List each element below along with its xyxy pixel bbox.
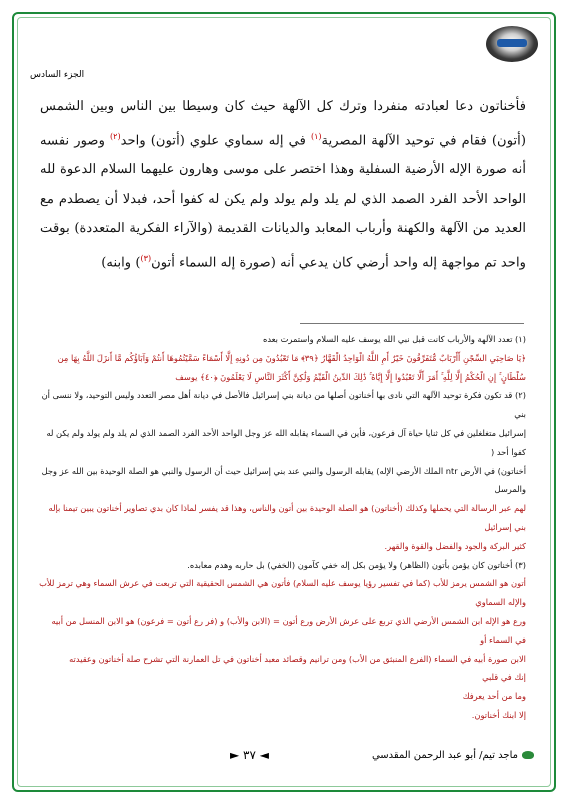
footnote-1: (١) تعدد الآلهة والأرباب كانت قبل نبي الله يوسف عليه السلام واستمرت بعده [262, 334, 526, 344]
part-label: الجزء السادس [30, 70, 85, 80]
footnote-ref-1[interactable]: (١) [310, 131, 322, 141]
main-text-b: في إله سماوي علوي (أتون) واحد [120, 132, 306, 148]
main-text-d: ) وابنه) [101, 255, 141, 271]
footnote-2-line: (٢) قد تكون فكرة توحيد الآلهة التي نادى بها أخناتون أصلها من ديانة بني إسرائيل فالأصل في ديانة أهل مصر التعدد وليس التوحيد، ولا ننسى أن بني [41, 390, 526, 420]
main-text-a: فأخناتون دعا لعبادته منفردا وترك كل الآلهة حيث كان وسيطا بين الناس وبين الشمس (أتون) فقام في توحيد الآلهة المصرية [40, 99, 526, 148]
footnote-ref-2[interactable]: (٢) [110, 131, 121, 141]
logo-emblem [486, 26, 538, 62]
footnote-2-line: إسرائيل متغلغلين في كل ثنايا حياة آل فرعون، فأين في السماء يقابله الله عز وجل الواحد الأحد الفرد الصمد الذي لم يلد ولم يولد ولم يكن له كفوا أحد ( [46, 427, 526, 457]
poem-line: إنك في قلبي [482, 672, 526, 683]
footnote-1-verse: ﴿يَا صَاحِبَيِ السِّجْنِ أَأَرْبَابٌ مُّتَفَرِّقُونَ خَيْرٌ أَمِ اللَّهُ الْوَاحِدُ الْقَهَّارُ ﴿٣٩﴾ مَا تَعْبُدُونَ مِن دُونِهِ إِلَّا أَسْمَاءً سَمَّيْتُمُوهَا أَنتُمْ وَآبَاؤُكُم مَّا أَنزَلَ اللَّهُ بِهَا مِن سُلْطَانٍ ۚ إِنِ الْحُكْمُ إِلَّا لِلَّهِ ۚ أَمَرَ أَلَّا تَعْبُدُوا إِلَّا إِيَّاهُ ۚ ذَٰلِكَ الدِّينُ الْقَيِّمُ وَلَٰكِنَّ أَكْثَرَ النَّاسِ لَا يَعْلَمُونَ ﴿٤٠﴾ يوسف [57, 352, 526, 382]
footnotes [38, 330, 526, 725]
footnote-separator [300, 323, 524, 324]
footnote-2-line: أخناتون) في الأرض ntr الملك الأرضي الإله) يقابله الرسول والنبي عند بني إسرائيل حيث أن الرسول والنبي هو الصلة الوحيدة بين الله عز وجل والمرسل [41, 465, 526, 495]
footnote-3-line: أتون هو الشمس يرمز للأب (كما في تفسير رؤيا يوسف عليه السلام) فأتون هي الشمس الحقيقية التي تربعت في عرش السماء وهي ترمز للأب والإله السماوي [39, 578, 526, 608]
page-number: ◄ ٣٧ ► [230, 748, 269, 762]
footnote-3-line: (٣) أخناتون كان يؤمن بأتون (الظاهر) ولا يؤمن بكل إله خفي كآمون (الخفي) بل حاربه وهدم معابده. [187, 559, 526, 570]
page-footer [0, 748, 566, 768]
logo-mark [497, 39, 527, 47]
footnote-ref-3[interactable]: (٣) [140, 253, 152, 263]
poem-line: إلا ابنك أخناتون. [471, 709, 526, 720]
main-paragraph [40, 92, 526, 278]
footnote-2-line: كثير البركة والجود والفضل والقوة والقهر. [384, 540, 526, 551]
author-name: ماجد تيم/ أبو عبد الرحمن المقدسي [371, 750, 518, 761]
main-text-c: وصور نفسه أنه صورة الإله الأرضية السفلية وهذا اختصر على موسى وهارون عليهما السلام الدعوة لله الواحد الأحد الفرد الصمد الذي لم يلد ولم يولد ولم يكن له كفوا أحد، فبدلا أن يصطدم مع العديد من الآلهة والكهنة وأرباب المعابد والديانات القديمة (والآراء الفكرية المتعددة) بوقت واحد تم مواجهة إله واحد أرضي كان يدعي أنه (صورة إله السماء أتون [40, 132, 526, 271]
author-credit [372, 750, 534, 761]
poem-line: وما من أحد يعرفك [462, 691, 526, 702]
footnote-3-line: ورع هو الإله ابن الشمس الأرضي الذي تربع على عرش الأرض ورع أتون = (الابن والأب) و (فر رع أتون = فرعون) هو الابن المنسل من أبيه في السماء أو [51, 615, 526, 645]
footnote-3-line: الابن صورة أبيه في السماء (الفرع المنبثق من الأب) ومن ترانيم وقصائد معبد أخناتون في تل العمارنة التي تشرح صلة أخناتون وعقيدته [69, 653, 526, 664]
footnote-2-line: لهم عبر الرسالة التي يحملها وكذلك (أخناتون) هو الصلة الوحيدة بين أتون والناس، وهذا قد يفسر لماذا كان بدي تصاوير أخناتون يبين تيمنا بإله بني إسرائيل [48, 503, 526, 532]
leaf-icon [522, 751, 534, 759]
